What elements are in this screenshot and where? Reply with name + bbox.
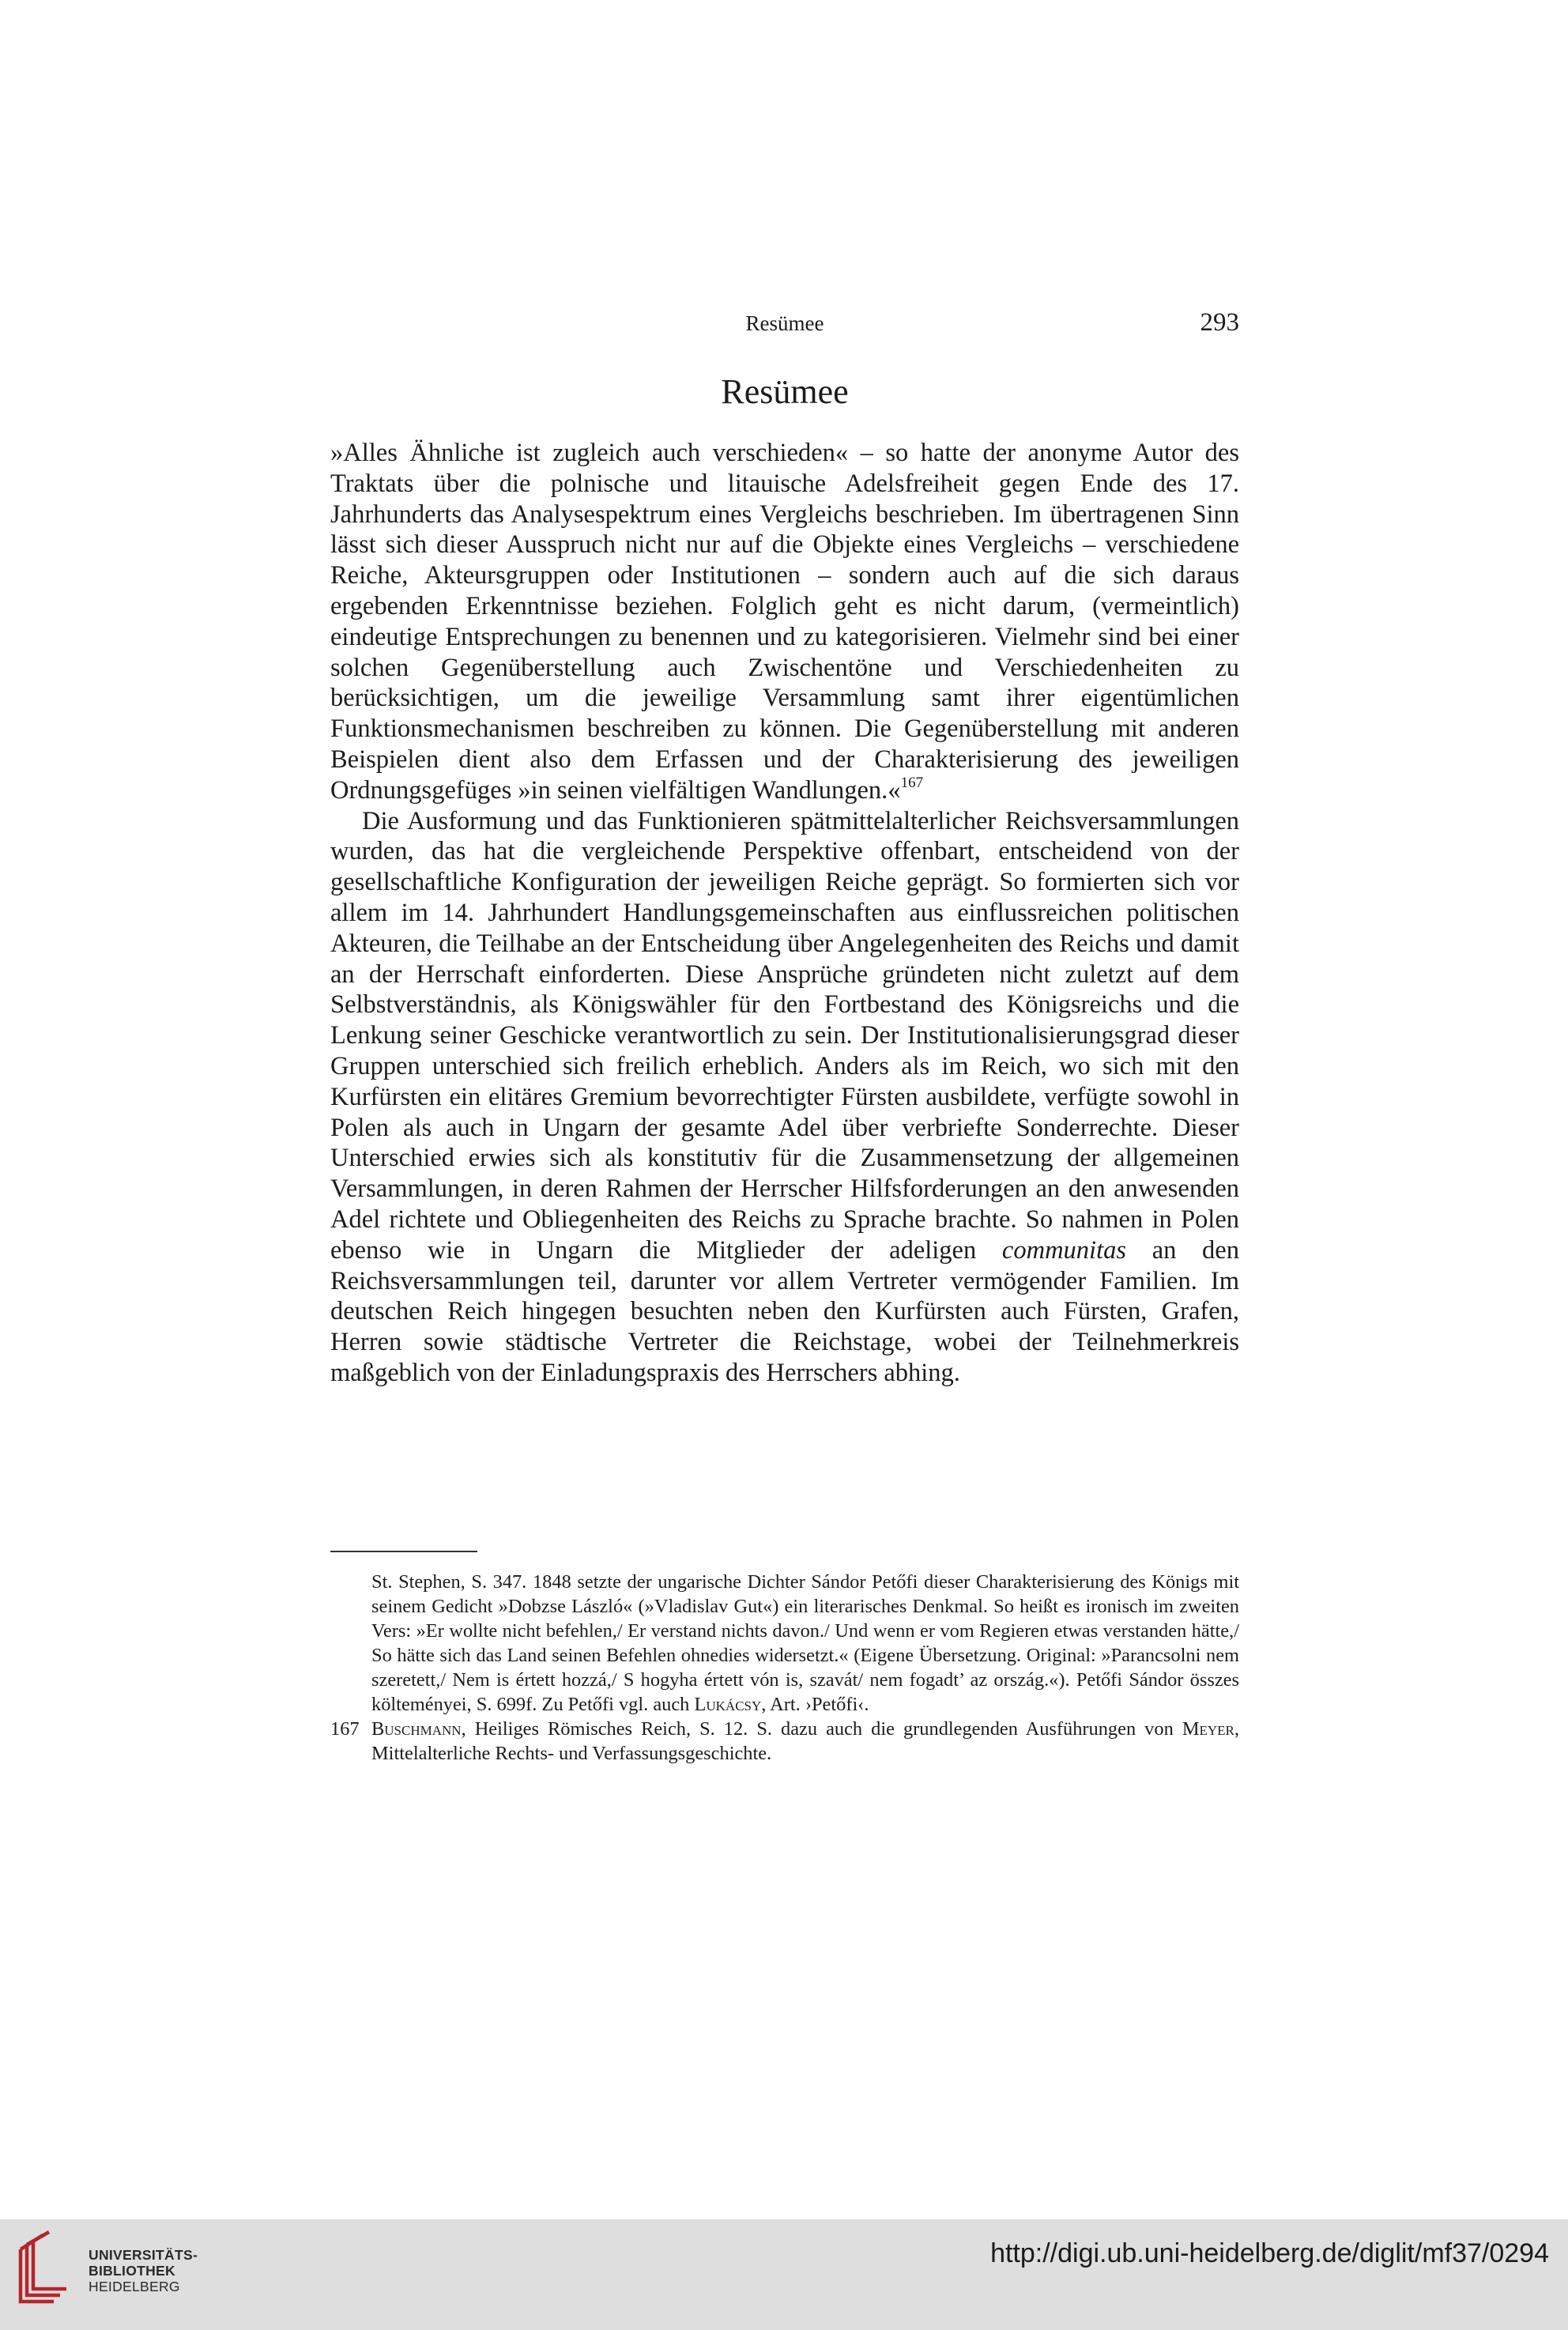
paragraph-2-text-a: Die Ausformung und das Funktionieren spätmittelalterlicher Reichsversammlungen wurden, das hat die vergleichende Perspektive offenbart, entscheidend von der gesellschaftliche Konfiguration der jeweiligen Reiche geprägt. So formierten sich vor allem im 14. Jahrhundert Handlungsgemeinschaften aus einflussreichen politischen Akteuren, die Teilhabe an der Entscheidung über Angelegenheiten des Reichs und damit an der Herrschaft einforderten. Diese Ansprüche gründeten nicht zuletzt auf dem Selbstverständnis, als Königswähler für den Fortbestand des Königsreichs und die Lenkung seiner Geschicke verantwortlich zu sein. Der Institutionalisierungsgrad dieser Gruppen unterschied sich freilich erheblich. Anders als im Reich, wo sich mit den Kurfürsten ein elitäres Gremium bevorrechtigter Fürsten ausbildete, verfügte sowohl in Polen als auch in Ungarn der gesamte Adel über verbriefte Sonderrechte. Dieser Unterschied erwies sich als konstitutiv für die Zusammensetzung der allgemeinen Versammlungen, in deren Rahmen der Herrscher Hilfsforderungen an den anwesenden Adel richtete und Obliegenheiten des Reichs zu Sprache brachte. So nahmen in Polen ebenso wie in Ungarn die Mitglieder der adeligen [330,806,1239,1265]
chapter-title: Resümee [721,372,849,411]
logo-line-1: UNIVERSITÄTS- [89,2247,198,2263]
footnote-reference-167[interactable]: 167 [900,774,924,791]
logo-line-2: BIBLIOTHEK [89,2263,175,2279]
paragraph-1-text: »Alles Ähnliche ist zugleich auch verschieden« – so hatte der anonyme Autor des Traktats über die polnische und litauische Adelsfreiheit gegen Ende des 17. Jahrhunderts das Analysespektrum eines Vergleichs beschrieben. Im übertragenen Sinn lässt sich dieser Ausspruch nicht nur auf die Objekte eines Vergleichs – verschiedene Reiche, Akteursgruppen oder Institutionen – sondern auch auf die sich daraus ergebenden Erkenntnisse beziehen. Folglich geht es nicht darum, (vermeintlich) eindeutige Entsprechungen zu benennen und zu kategorisieren. Vielmehr sind bei einer solchen Gegenüberstellung auch Zwischentöne und Verschiedenheiten zu berücksichtigen, um die jeweilige Versammlung samt ihrer eigentümlichen Funktionsmechanismen beschreiben zu können. Die Gegenüberstellung mit anderen Beispielen dient also dem Erfassen und der Charakterisierung des jeweiligen Ordnungsgefüges »in seinen vielfältigen Wandlungen.« [330,439,1239,805]
footnote-167-author-1: Buschmann [371,1718,462,1740]
footnote-167-text-b: , Mittelalterliche Rechts- und Verfassungsgeschichte. [371,1718,1239,1764]
running-header [330,308,1239,348]
footnotes [330,1570,1239,1766]
footnote-167-text-a: , Heiliges Römisches Reich, S. 12. S. dazu auch die grundlegenden Ausführungen von [461,1718,1182,1740]
paragraph-1 [330,438,1239,806]
paragraph-2-italic-term: communitas [1001,1235,1126,1265]
library-logo-icon [16,2229,73,2308]
logo-line-3: HEIDELBERG [89,2279,180,2294]
footnote-continued-author: Lukácsy [694,1694,762,1715]
body-text [330,438,1239,1389]
footnote-167-author-2: Meyer [1182,1718,1234,1740]
footnote-continued-text-b: , Art. ›Petőfi‹. [761,1694,869,1715]
page-number: 293 [1200,308,1239,337]
paragraph-2-text-b: an den Reichsversammlungen teil, darunter vor allem Vertreter vermögender Familien. Im deutschen Reich hingegen besuchten neben den Kurfürsten auch Fürsten, Grafen, Herren sowie städtische Vertreter die Reichstage, wobei der Teilnehmerkreis maßgeblich von der Einladungspraxis des Herrschers abhing. [330,1235,1239,1387]
running-title: Resümee [745,311,824,335]
footnote-167 [330,1717,1239,1766]
footnote-separator [330,1551,477,1552]
footnote-continued [330,1570,1239,1717]
library-logo-text [89,2247,198,2294]
footnote-number: 167 [330,1718,360,1740]
paragraph-2 [330,806,1239,1389]
footer-bar [0,2219,1568,2330]
source-url-link[interactable]: http://digi.ub.uni-heidelberg.de/diglit/mf37/0294 [990,2238,1549,2268]
footnote-continued-text-a: St. Stephen, S. 347. 1848 setzte der ungarische Dichter Sándor Petőfi dieser Charakterisierung des Königs mit seinem Gedicht »Dobzse László« (»Vladislav Gut«) ein literarisches Denkmal. So heißt es ironisch im zweiten Vers: »Er wollte nicht befehlen,/ Er verstand nichts davon./ Und wenn er vom Regieren etwas verstanden hätte,/ So hätte sich das Land seinen Befehlen ohnedies widersetzt.« (Eigene Übersetzung. Original: »Parancsolni nem szeretett,/ Nem is értett hozzá,/ S hogyha értett vón is, szavát/ nem fogadt’ az ország.«). Petőfi Sándor összes költeményei, S. 699f. Zu Petőfi vgl. auch [371,1571,1239,1715]
